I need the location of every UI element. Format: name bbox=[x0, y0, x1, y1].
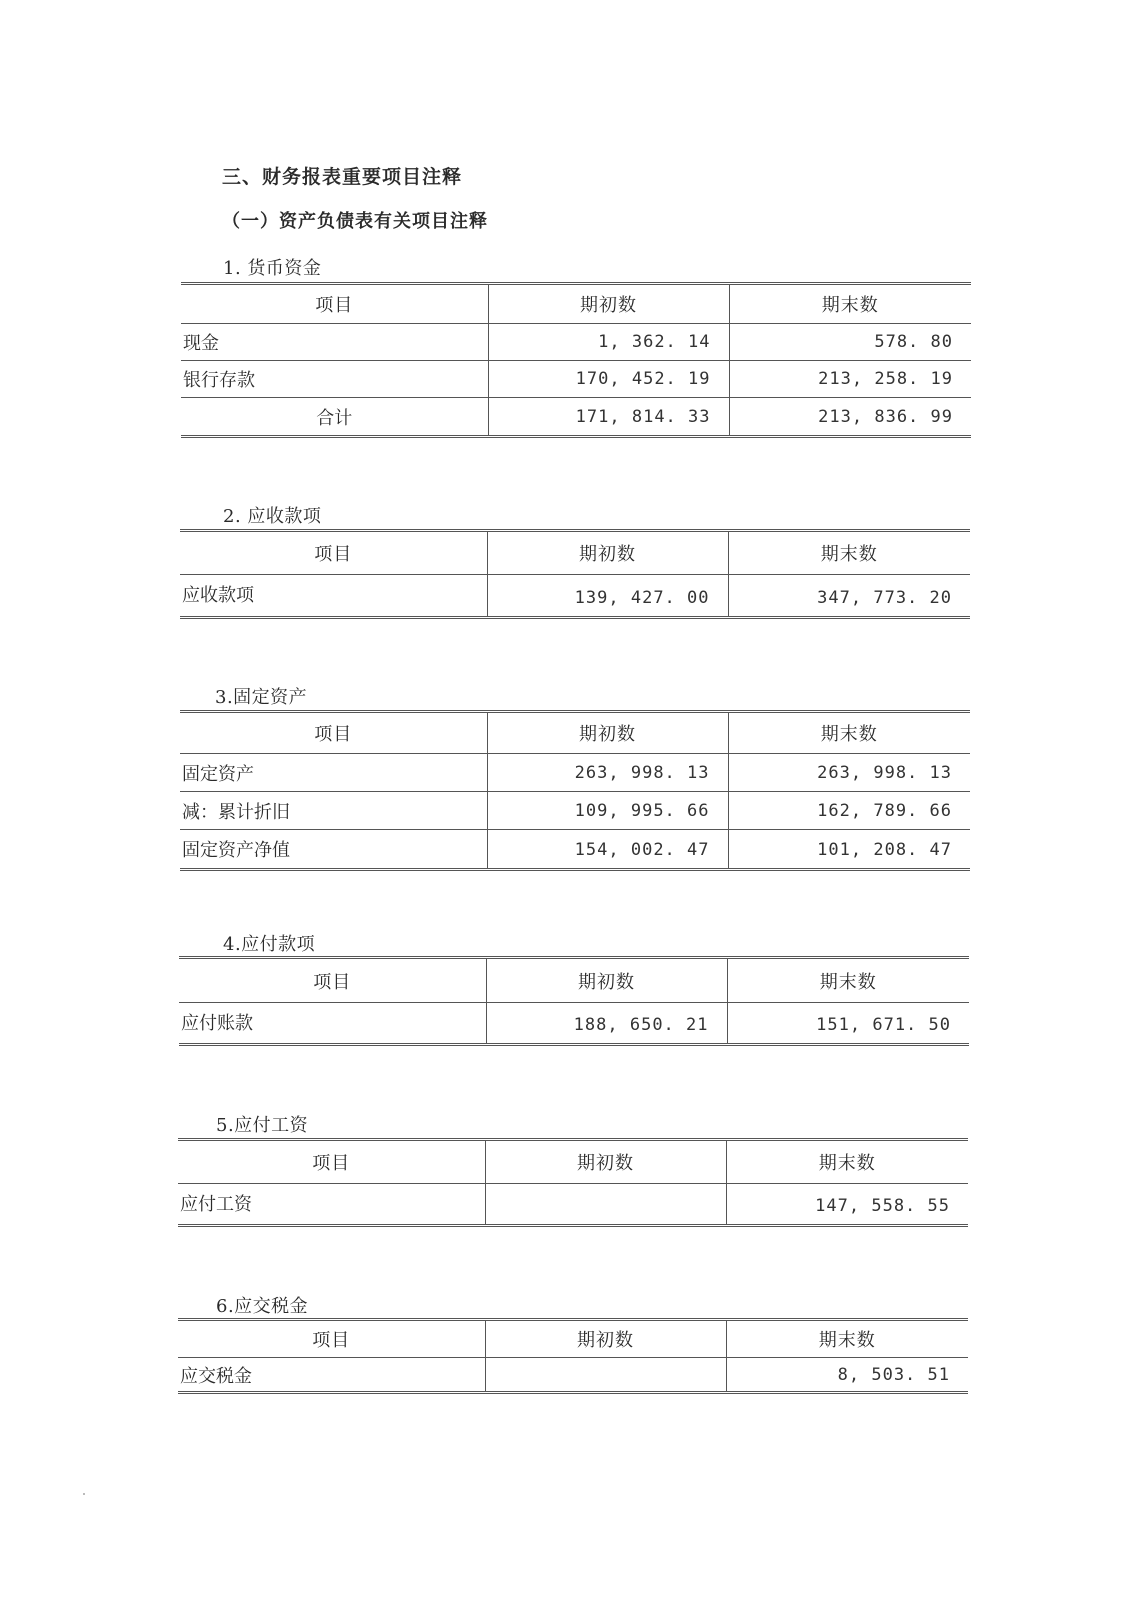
receivables-title: 2. 应收款项 bbox=[223, 506, 322, 527]
header-item: 项目 bbox=[314, 724, 353, 745]
row-label: 固定资产净值 bbox=[180, 830, 487, 870]
receivables-table bbox=[180, 529, 970, 619]
row-label: 应付工资 bbox=[178, 1184, 485, 1226]
header-closing: 期末数 bbox=[726, 1140, 968, 1184]
wages-table bbox=[178, 1138, 968, 1227]
table-row bbox=[179, 1003, 969, 1045]
header-item: 项目 bbox=[312, 1330, 351, 1351]
closing-value: 213, 258. 19 bbox=[729, 361, 971, 398]
closing-value: 147, 558. 55 bbox=[726, 1184, 968, 1226]
header-item: 项目 bbox=[313, 971, 352, 993]
closing-value: 347, 773. 20 bbox=[728, 575, 970, 618]
header-closing: 期末数 bbox=[727, 958, 969, 1003]
fixed-assets-title: 3.固定资产 bbox=[215, 687, 308, 708]
table-header-row bbox=[180, 712, 970, 754]
scan-speck bbox=[83, 1493, 85, 1495]
table-header-row bbox=[179, 958, 969, 1003]
cash-table bbox=[181, 282, 971, 438]
table-row bbox=[180, 792, 970, 830]
header-item: 项目 bbox=[312, 1153, 351, 1174]
fixed-assets-table bbox=[180, 710, 970, 871]
table-header-row bbox=[178, 1320, 968, 1358]
table-row bbox=[178, 1184, 968, 1226]
row-label: 应交税金 bbox=[178, 1358, 485, 1393]
header-closing: 期末数 bbox=[728, 531, 970, 575]
closing-value: 8, 503. 51 bbox=[726, 1358, 968, 1393]
header-closing: 期末数 bbox=[729, 284, 971, 324]
closing-value: 213, 836. 99 bbox=[729, 398, 971, 437]
table-header-row bbox=[180, 531, 970, 575]
closing-value: 162, 789. 66 bbox=[728, 792, 970, 830]
header-opening: 期初数 bbox=[487, 531, 728, 575]
wages-title: 5.应付工资 bbox=[216, 1115, 309, 1136]
opening-value bbox=[485, 1358, 726, 1393]
closing-value: 578. 80 bbox=[729, 324, 971, 361]
opening-value: 109, 995. 66 bbox=[487, 792, 728, 830]
table-row bbox=[180, 830, 970, 870]
table-row bbox=[181, 361, 971, 398]
table-row bbox=[178, 1358, 968, 1393]
row-label: 应收款项 bbox=[180, 575, 487, 618]
payables-title: 4.应付款项 bbox=[223, 934, 316, 955]
table-row bbox=[180, 575, 970, 618]
total-row bbox=[181, 398, 971, 437]
header-opening: 期初数 bbox=[486, 958, 727, 1003]
table-header-row bbox=[178, 1140, 968, 1184]
header-opening: 期初数 bbox=[485, 1140, 726, 1184]
closing-value: 101, 208. 47 bbox=[728, 830, 970, 870]
header-closing: 期末数 bbox=[726, 1320, 968, 1358]
opening-value: 139, 427. 00 bbox=[487, 575, 728, 618]
opening-value bbox=[485, 1184, 726, 1226]
table-header-row bbox=[181, 284, 971, 324]
header-opening: 期初数 bbox=[485, 1320, 726, 1358]
cash-title: 1. 货币资金 bbox=[223, 258, 322, 279]
opening-value: 171, 814. 33 bbox=[488, 398, 729, 437]
opening-value: 263, 998. 13 bbox=[487, 754, 728, 792]
header-opening: 期初数 bbox=[487, 712, 728, 754]
opening-value: 1, 362. 14 bbox=[488, 324, 729, 361]
row-label: 固定资产 bbox=[180, 754, 487, 792]
closing-value: 263, 998. 13 bbox=[728, 754, 970, 792]
row-label: 减：累计折旧 bbox=[180, 792, 487, 830]
header-item: 项目 bbox=[315, 295, 354, 316]
opening-value: 188, 650. 21 bbox=[486, 1003, 727, 1045]
row-label: 银行存款 bbox=[181, 361, 488, 398]
header-opening: 期初数 bbox=[488, 284, 729, 324]
subsection-heading: （一）资产负债表有关项目注释 bbox=[222, 211, 488, 232]
taxes-table bbox=[178, 1318, 968, 1394]
row-label: 现金 bbox=[181, 324, 488, 361]
row-label: 合计 bbox=[181, 398, 488, 437]
opening-value: 170, 452. 19 bbox=[488, 361, 729, 398]
closing-value: 151, 671. 50 bbox=[727, 1003, 969, 1045]
taxes-title: 6.应交税金 bbox=[216, 1296, 309, 1317]
table-row bbox=[181, 324, 971, 361]
opening-value: 154, 002. 47 bbox=[487, 830, 728, 870]
header-item: 项目 bbox=[314, 544, 353, 565]
table-row bbox=[180, 754, 970, 792]
row-label: 应付账款 bbox=[179, 1003, 486, 1045]
payables-table bbox=[179, 956, 969, 1046]
section-heading: 三、财务报表重要项目注释 bbox=[222, 166, 463, 188]
header-closing: 期末数 bbox=[728, 712, 970, 754]
